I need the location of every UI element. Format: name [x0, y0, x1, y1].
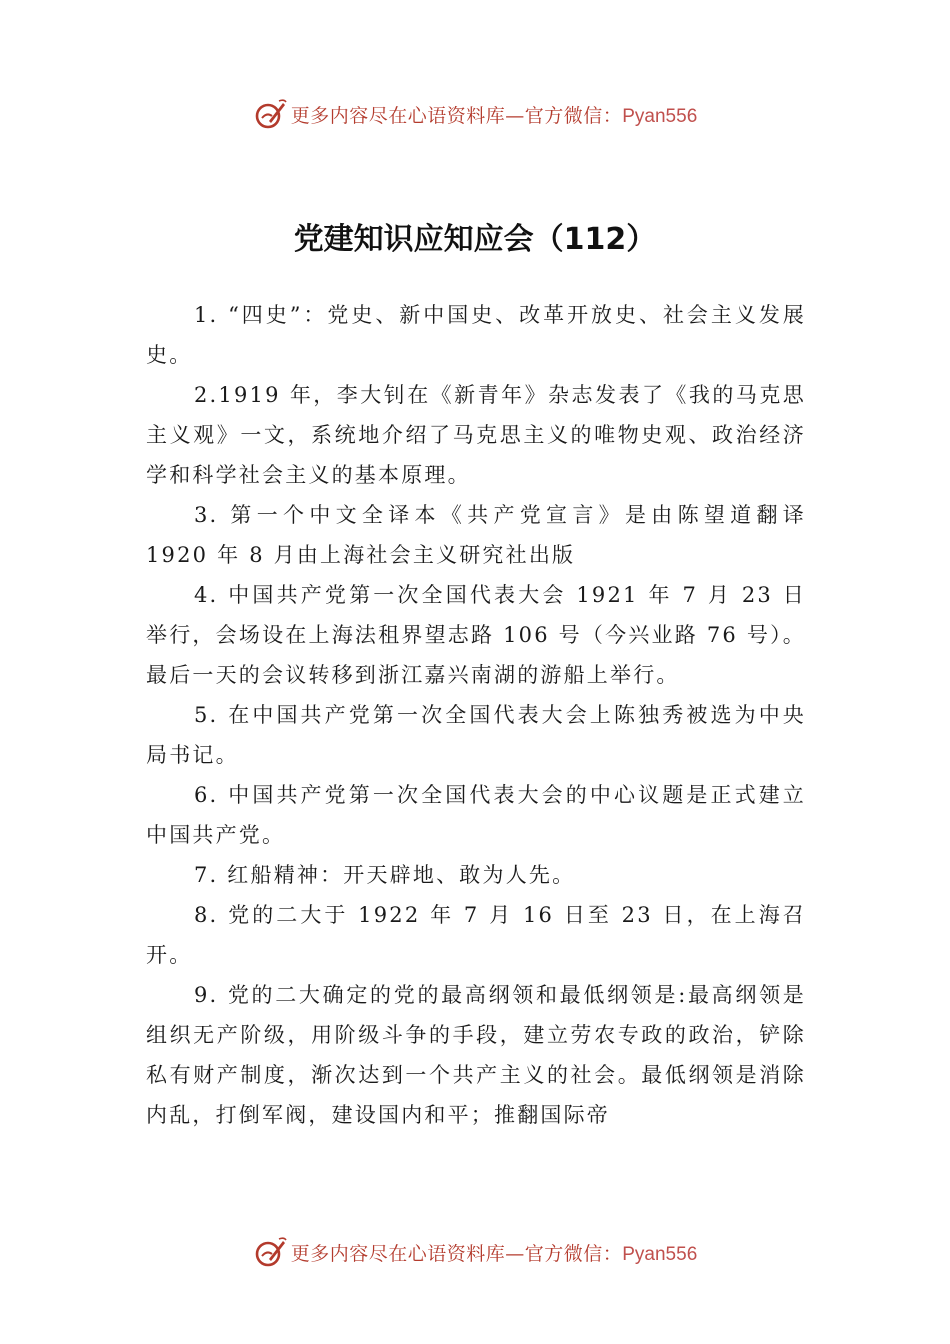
pen-logo-icon: [253, 1235, 287, 1269]
watermark-text: [291, 101, 698, 128]
paragraph-1: 1. “四史”：党史、新中国史、改革开放史、社会主义发展史。: [146, 303, 806, 367]
paragraph-6: 6. 中国共产党第一次全国代表大会的中心议题是正式建立中国共产党。: [146, 783, 806, 847]
watermark-label: 更多内容尽在心语资料库—官方微信：: [290, 1242, 623, 1265]
pen-logo-icon: [253, 97, 287, 131]
watermark-text: [291, 1239, 698, 1266]
footer-watermark: [0, 1232, 950, 1272]
paragraph-8: 8. 党的二大于 1922 年 7 月 16 日至 23 日，在上海召开。: [146, 903, 806, 967]
document-body: [146, 295, 806, 1135]
paragraph-3: 3. 第一个中文全译本《共产党宣言》是由陈望道翻译 1920 年 8 月由上海社会主义研究社出版: [146, 503, 806, 567]
wechat-id: Pyan556: [622, 1243, 698, 1265]
watermark-label: 更多内容尽在心语资料库—官方微信：: [290, 104, 623, 127]
paragraph-4: 4. 中国共产党第一次全国代表大会 1921 年 7 月 23 日举行，会场设在上海法租界望志路 106 号（今兴业路 76 号）。最后一天的会议转移到浙江嘉兴南湖的游船上举行。: [146, 583, 806, 687]
wechat-id: Pyan556: [622, 105, 698, 127]
page-title: 党建知识应知应会（112）: [293, 222, 657, 257]
paragraph-5: 5. 在中国共产党第一次全国代表大会上陈独秀被选为中央局书记。: [146, 703, 806, 767]
paragraph-2: 2.1919 年，李大钊在《新青年》杂志发表了《我的马克思主义观》一文，系统地介绍了马克思主义的唯物史观、政治经济学和科学社会主义的基本原理。: [146, 383, 806, 487]
paragraph-9: 9. 党的二大确定的党的最高纲领和最低纲领是:最高纲领是组织无产阶级，用阶级斗争的手段，建立劳农专政的政治，铲除私有财产制度，渐次达到一个共产主义的社会。最低纲领是消除内乱，打倒军阀，建设国内和平；推翻国际帝: [146, 983, 806, 1127]
paragraph-7: 7. 红船精神：开天辟地、敢为人先。: [194, 863, 576, 887]
header-watermark: [0, 94, 950, 134]
